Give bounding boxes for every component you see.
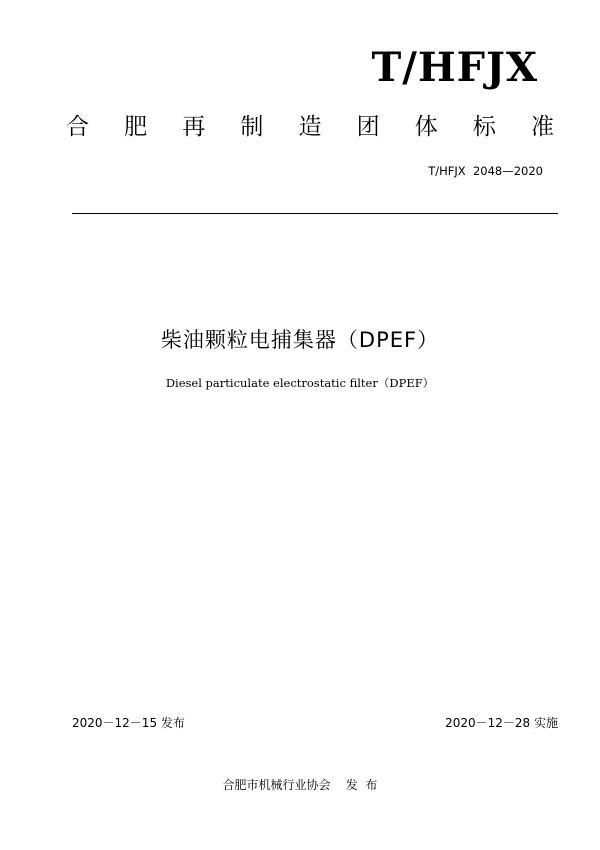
- category-char: 合: [66, 114, 89, 140]
- implementation-date: 2020－12－28 实施: [445, 716, 558, 730]
- category-char: 再: [182, 114, 206, 140]
- standard-category: [66, 116, 554, 139]
- category-char: 制: [240, 114, 264, 140]
- header-divider: [72, 213, 558, 214]
- category-char: 标: [472, 114, 496, 140]
- category-char: 体: [414, 114, 438, 140]
- standard-code-heading: T/HFJX: [371, 44, 538, 91]
- document-title-english: Diesel particulate electrostatic filter（DPEF）: [165, 376, 435, 390]
- category-char: 准: [531, 114, 554, 140]
- category-char: 团: [356, 114, 380, 140]
- standard-number: T/HFJX 2048—2020: [428, 164, 543, 178]
- document-title-chinese: 柴油颗粒电捕集器（DPEF）: [160, 328, 440, 352]
- category-char: 造: [298, 114, 322, 140]
- publisher-line: 合肥市机械行业协会 发 布: [222, 778, 378, 792]
- issue-date: 2020－12－15 发布: [72, 716, 185, 730]
- category-char: 肥: [124, 114, 148, 140]
